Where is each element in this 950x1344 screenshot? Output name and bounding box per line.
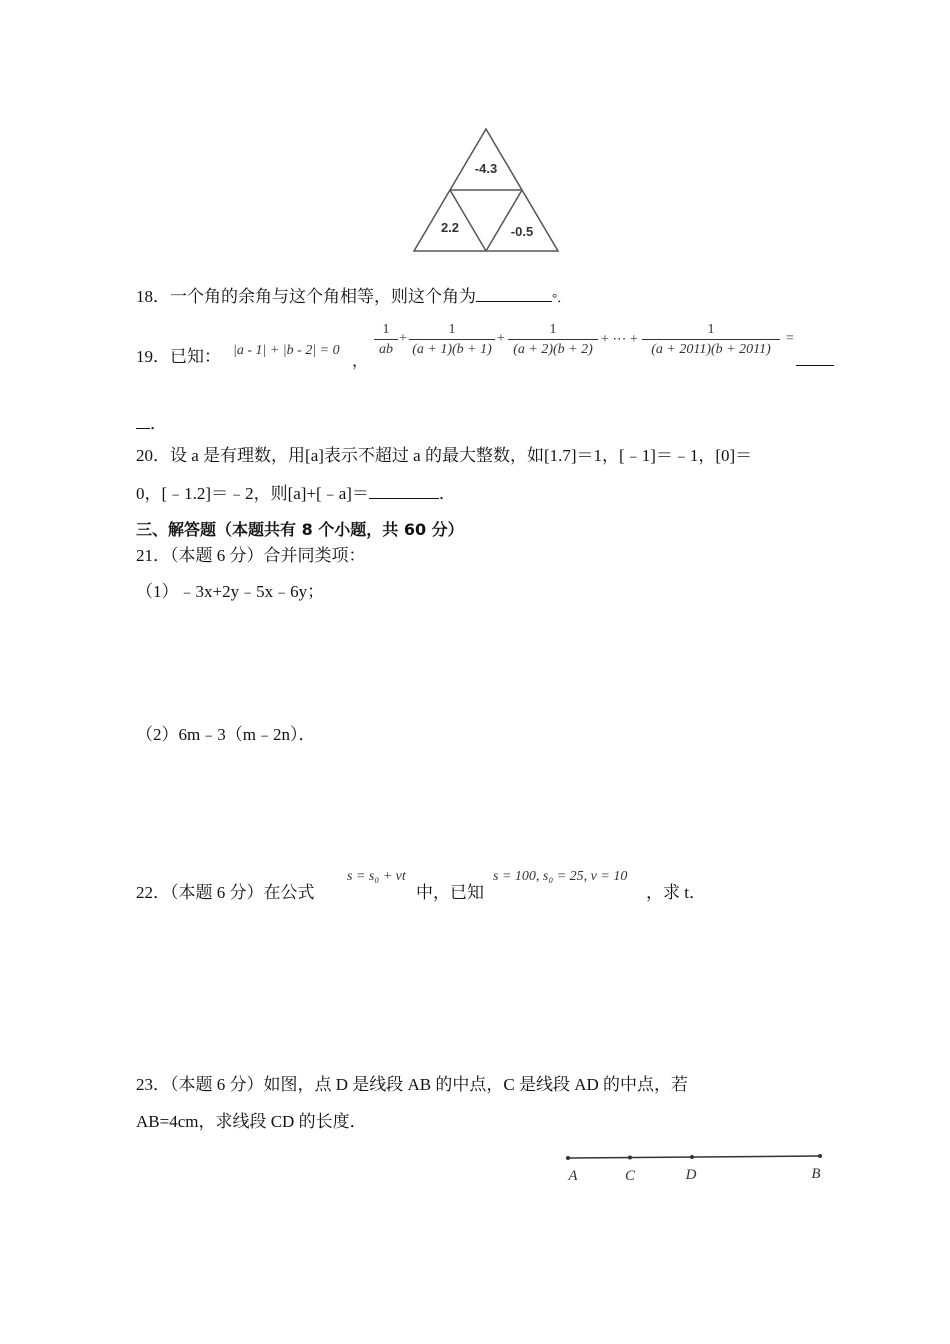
- triangle-figure: [410, 125, 562, 257]
- q19-end: ．: [150, 414, 167, 433]
- segment-figure: [560, 1148, 830, 1188]
- q20-answer-blank[interactable]: [369, 482, 439, 499]
- q18-text: 一个角的余角与这个角相等，则这个角为: [170, 287, 476, 306]
- q19-frac2-num: 1: [448, 322, 456, 337]
- q20-line2-end: ．: [438, 484, 456, 503]
- q19-frac4-den: (a + 2011)(b + 2011): [651, 342, 771, 357]
- q19-frac3-den: (a + 2)(b + 2): [513, 342, 593, 357]
- q18-number: 18．: [136, 287, 170, 306]
- q22-given: s = 100, s₀ = 25, v = 10: [493, 869, 628, 884]
- q20-number: 20．: [136, 446, 170, 465]
- q19-fraction-4: [642, 321, 780, 360]
- triangle-left-value: 2.2: [440, 220, 460, 235]
- q19-prefix: 已知：: [170, 347, 221, 366]
- q21-text: （本题 6 分）合并同类项：: [170, 546, 366, 565]
- point-c-label: C: [624, 1168, 636, 1184]
- q19-frac1-num: 1: [382, 322, 390, 337]
- q22-number: 22．: [136, 883, 170, 902]
- q19-condition: |a - 1| + |b - 2| = 0: [233, 343, 340, 358]
- q19-number: 19．: [136, 347, 170, 366]
- q19-frac1-den: ab: [379, 342, 393, 357]
- q22-formula: s = s₀ + vt: [347, 869, 406, 884]
- question-21: [136, 545, 366, 567]
- q23-number: 23．: [136, 1075, 170, 1094]
- q22-text-b: 中，已知: [416, 883, 484, 902]
- q19-frac4-num: 1: [707, 322, 715, 337]
- q19-answer-blank-1[interactable]: [796, 365, 834, 366]
- q19-plus-2: +: [497, 331, 505, 346]
- q19-answer-blank-2[interactable]: [136, 412, 150, 429]
- q20-line1: 设 a 是有理数，用[a]表示不超过 a 的最大整数，如[1.7]＝1，[﹣1]＝﹣1，[0]＝: [170, 446, 753, 465]
- triangle-right-value: -0.5: [510, 224, 534, 239]
- question-20-line-1: [136, 445, 752, 467]
- triangle-top-value: -4.3: [474, 161, 498, 176]
- q19-equals: =: [786, 331, 794, 346]
- q22-text-a: （本题 6 分）在公式: [170, 883, 315, 902]
- section-3-heading: 三、解答题（本题共有 8 个小题，共 60 分）: [136, 520, 464, 539]
- question-23-line-2: AB=4cm，求线段 CD 的长度．: [136, 1112, 367, 1131]
- question-23-line-1: [136, 1074, 688, 1096]
- q19-frac2-den: (a + 1)(b + 1): [412, 342, 492, 357]
- q19-ellipsis: + ⋯ +: [601, 332, 638, 347]
- q19-fraction-1: [374, 321, 398, 360]
- point-b-label: B: [811, 1166, 821, 1182]
- q19-comma: ，: [352, 353, 369, 370]
- question-20-line-2: [136, 482, 456, 505]
- q23-line1: （本题 6 分）如图，点 D 是线段 AB 的中点，C 是线段 AD 的中点，若: [170, 1075, 689, 1094]
- question-22: [136, 882, 315, 904]
- point-a-label: A: [568, 1168, 578, 1184]
- q19-answer-line-2: [136, 412, 167, 435]
- question-19: [136, 346, 221, 368]
- q18-tail: °．: [552, 290, 571, 305]
- q19-fraction-2: [409, 321, 495, 360]
- q21-part-1: （1）﹣3x+2y﹣5x﹣6y；: [136, 582, 325, 601]
- q20-line2-start: 0，[﹣1.2]＝﹣2，则[a]+[﹣a]＝: [136, 484, 369, 503]
- q21-number: 21．: [136, 546, 170, 565]
- q18-answer-blank[interactable]: [476, 285, 552, 302]
- point-d-label: D: [685, 1167, 697, 1183]
- q19-plus-1: +: [399, 331, 407, 346]
- q22-text-c: ，求 t．: [646, 883, 706, 902]
- q19-frac3-num: 1: [549, 322, 557, 337]
- q19-fraction-3: [508, 321, 598, 360]
- q21-part-2: （2）6m﹣3（m﹣2n）．: [136, 725, 316, 744]
- question-18: [136, 285, 570, 309]
